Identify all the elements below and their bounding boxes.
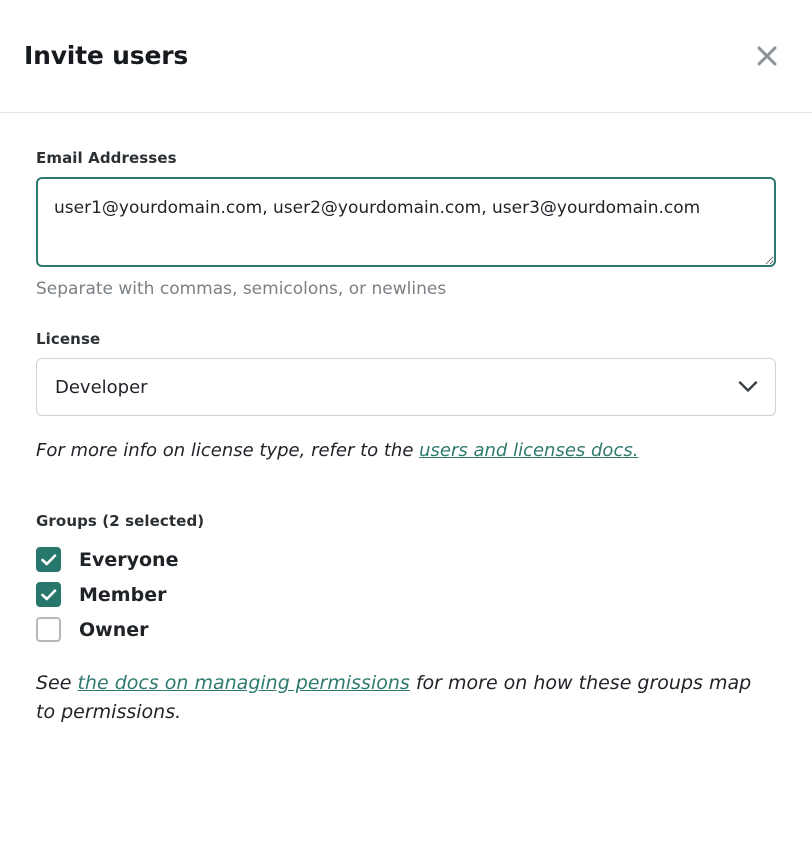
- license-select[interactable]: Developer: [36, 358, 776, 416]
- group-label: Member: [79, 583, 167, 606]
- groups-label: Groups (2 selected): [36, 512, 205, 531]
- users-and-licenses-docs-link[interactable]: users and licenses docs.: [419, 440, 639, 462]
- group-checkbox-everyone[interactable]: [36, 542, 776, 577]
- email-help-text: Separate with commas, semicolons, or newlines: [36, 279, 447, 299]
- page-title: Invite users: [24, 41, 189, 71]
- group-checkbox-owner[interactable]: [36, 612, 776, 647]
- email-addresses-label: Email Addresses: [36, 149, 177, 167]
- group-label: Owner: [79, 618, 149, 641]
- license-select-wrap: [36, 358, 776, 416]
- group-label: Everyone: [79, 548, 179, 571]
- license-note: [36, 438, 776, 464]
- groups-note-prefix: See: [36, 672, 78, 695]
- email-addresses-input[interactable]: [36, 177, 776, 267]
- checkbox-icon[interactable]: [36, 582, 61, 607]
- close-icon[interactable]: [750, 39, 784, 73]
- groups-note-suffix: for more on how these groups map to permissions.: [36, 672, 752, 723]
- groups-permissions-note: [36, 669, 776, 726]
- checkbox-icon[interactable]: [36, 617, 61, 642]
- dialog-body: [0, 113, 812, 864]
- dialog-header: [0, 0, 812, 113]
- license-label: License: [36, 330, 101, 349]
- managing-permissions-docs-link[interactable]: the docs on managing permissions: [77, 672, 410, 695]
- checkbox-icon[interactable]: [36, 547, 61, 572]
- group-checkbox-member[interactable]: [36, 577, 776, 612]
- license-note-prefix: For more info on license type, refer to the: [36, 440, 420, 462]
